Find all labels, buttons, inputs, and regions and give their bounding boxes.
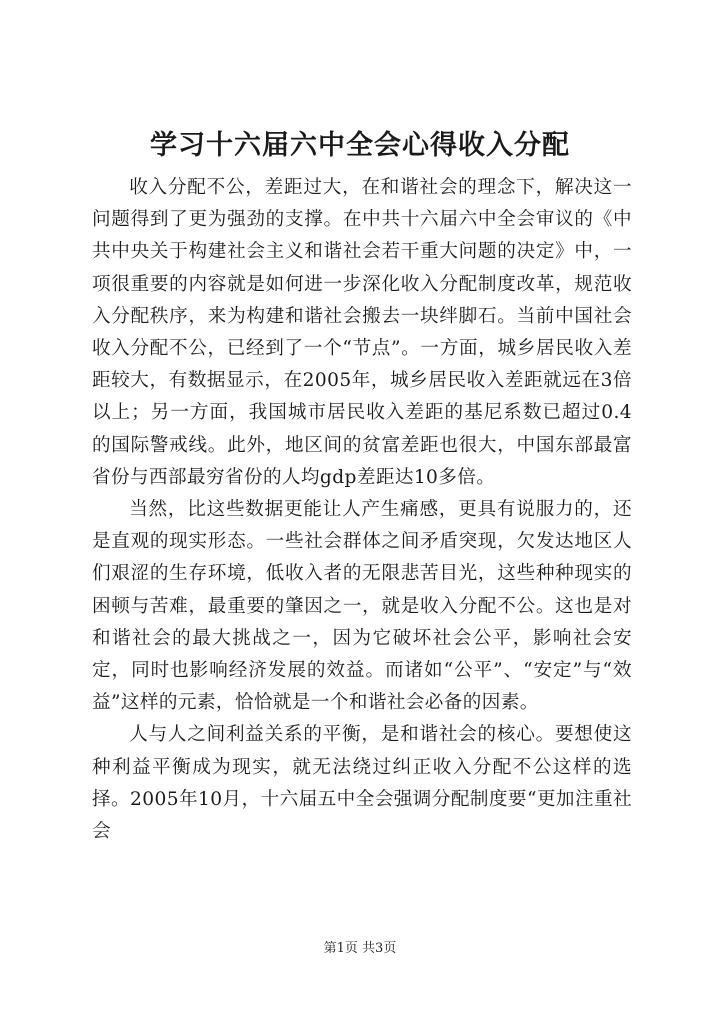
paragraph-1: 收入分配不公，差距过大，在和谐社会的理念下，解决这一问题得到了更为强劲的支撑。在中共十六届六中全会审议的《中共中央关于构建社会主义和谐社会若干重大问题的决定》中，一项很重要的内容就是如何进一步深化收入分配制度改革，规范收入分配秩序，来为构建和谐社会搬去一块绊脚石。当前中国社会收入分配不公，已经到了一个“节点”。一方面，城乡居民收入差距较大，有数据显示，在2005年，城乡居民收入差距就远在3倍以上；另一方面，我国城市居民收入差距的基尼系数已超过0.4的国际警戒线。此外，地区间的贫富差距也很大，中国东部最富省份与西部最穷省份的人均gdp差距达10多倍。 (92, 177, 632, 488)
document-title: 学习十六届六中全会心得收入分配 (150, 130, 570, 161)
paragraph-2: 当然，比这些数据更能让人产生痛感，更具有说服力的，还是直观的现实形态。一些社会群体之间矛盾突现，欠发达地区人们艰涩的生存环境，低收入者的无限悲苦目光，这些种种现实的困顿与苦难，最重要的肇因之一，就是收入分配不公。这也是对和谐社会的最大挑战之一，因为它破坏社会公平，影响社会安定，同时也影响经济发展的效益。而诸如“公平”、“安定”与“效益”这样的元素，恰恰就是一个和谐社会必备的因素。 (92, 499, 632, 714)
page-footer (0, 940, 720, 958)
paragraph-3: 人与人之间利益关系的平衡，是和谐社会的核心。要想使这种利益平衡成为现实，就无法绕过纠正收入分配不公这样的选择。2005年10月，十六届五中全会强调分配制度要“更加注重社会 (92, 724, 632, 843)
document-body (92, 172, 632, 848)
page-indicator: 第1页 共3页 (323, 941, 397, 956)
